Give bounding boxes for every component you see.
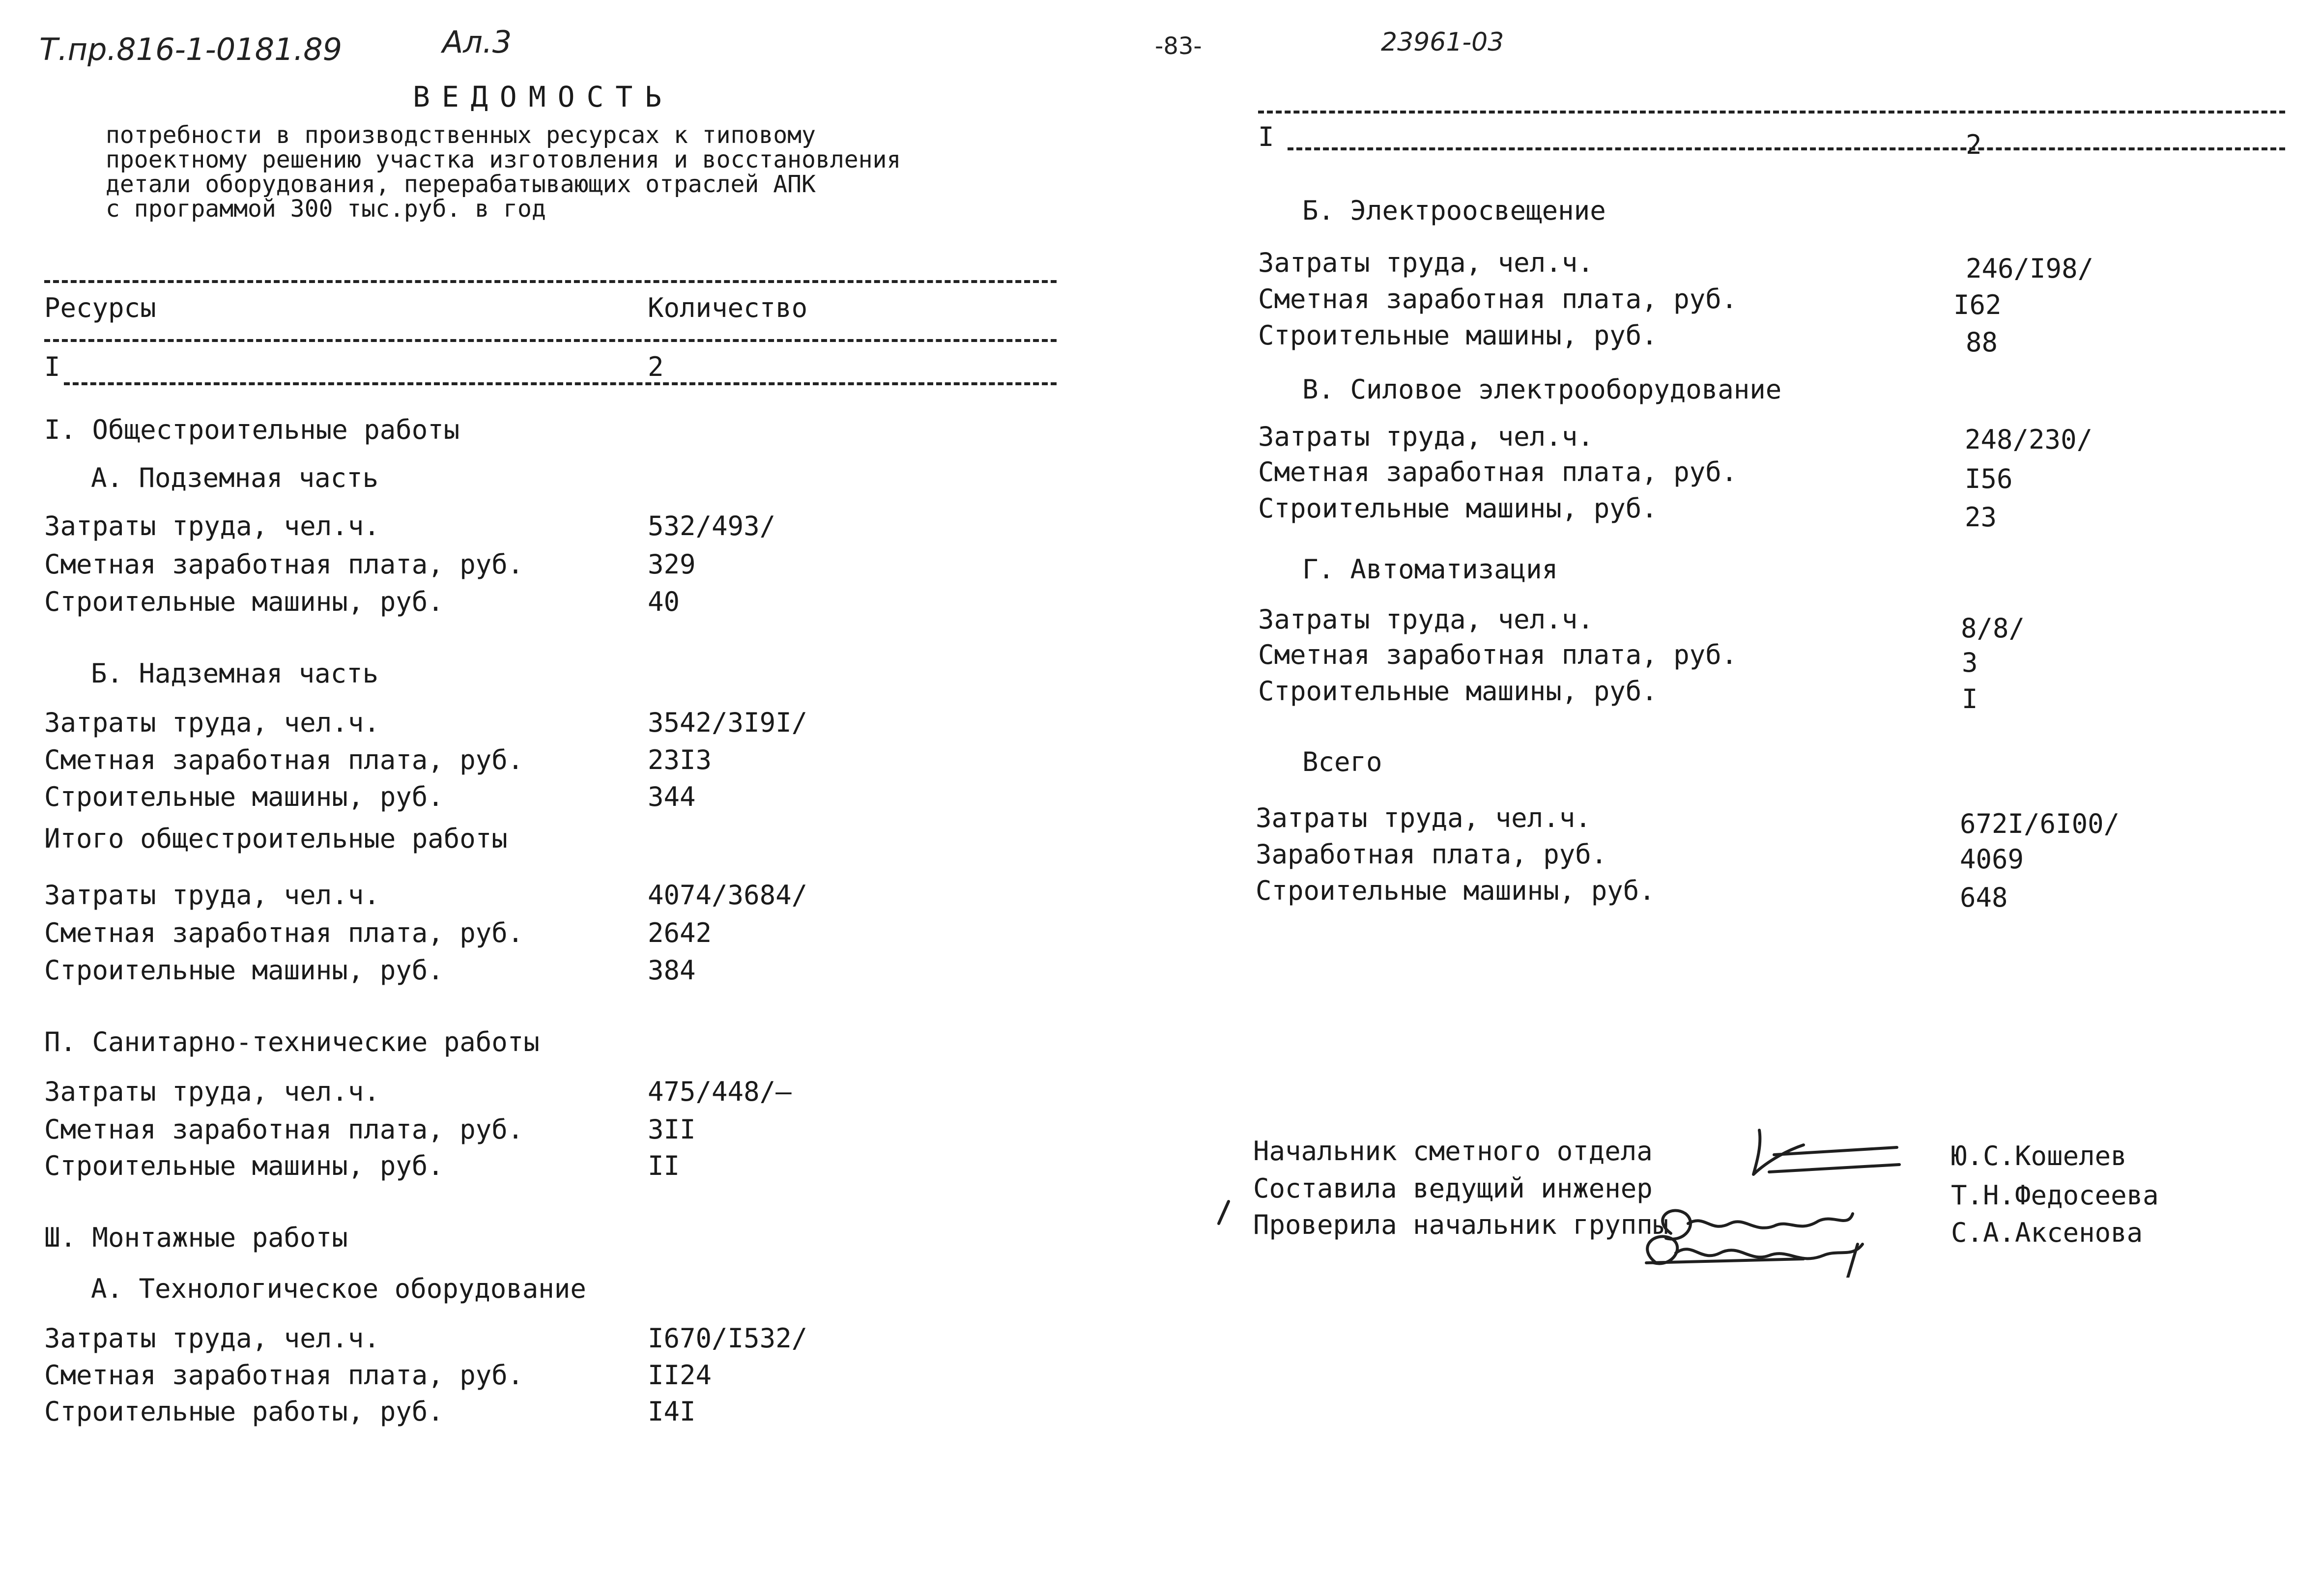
resource-label: Строительные машины, руб.: [44, 586, 444, 617]
album-mark: Ал.3: [442, 24, 512, 60]
resource-label: Сметная заработная плата, руб.: [1258, 639, 1738, 670]
resource-value: I4I: [648, 1396, 696, 1427]
section-title: Ш. Монтажные работы: [44, 1222, 348, 1253]
signatory-role: Начальник сметного отдела: [1253, 1136, 1653, 1167]
resource-label: Строительные машины, руб.: [44, 781, 444, 812]
resource-value: 8/8/: [1961, 613, 2025, 644]
resource-label: Строительные работы, руб.: [44, 1396, 444, 1427]
resource-label: Затраты труда, чел.ч.: [1258, 604, 1594, 635]
resource-value: 4069: [1960, 844, 2024, 875]
column-number-2: 2: [1966, 129, 1982, 160]
intro-line: с программой 300 тыс.руб. в год: [106, 195, 546, 223]
subsection-title: Г. Автоматизация: [1302, 554, 1558, 585]
resource-value: 248/230/: [1965, 424, 2093, 455]
resource-label: Сметная заработная плата, руб.: [44, 1114, 524, 1145]
resource-value: I: [1962, 684, 1978, 714]
resource-label: Затраты труда, чел.ч.: [44, 1323, 380, 1354]
signature-stroke: [1646, 1236, 1863, 1278]
table-rule: [64, 382, 1057, 385]
resource-value: 23: [1965, 502, 1997, 533]
subsection-title: В. Силовое электрооборудование: [1302, 374, 1782, 405]
resource-label: Строительные машины, руб.: [1258, 320, 1658, 351]
resource-value: 4074/3684/: [648, 880, 808, 911]
table-rule: [1258, 111, 2285, 114]
column-number-1: I: [44, 351, 60, 382]
resource-label: Сметная заработная плата, руб.: [44, 744, 524, 775]
resource-value: 246/I98/: [1966, 253, 2094, 284]
resource-value: 344: [648, 781, 696, 812]
resource-value: 532/493/: [648, 511, 776, 542]
resource-label: Сметная заработная плата, руб.: [44, 549, 524, 580]
subsection-title: А. Технологическое оборудование: [91, 1273, 586, 1304]
column-header-resources: Ресурсы: [44, 292, 156, 323]
resource-label: Заработная плата, руб.: [1256, 839, 1607, 870]
subsection-title: Итого общестроительные работы: [44, 823, 508, 854]
signatory-name: Ю.С.Кошелев: [1951, 1140, 2127, 1171]
resource-label: Строительные машины, руб.: [44, 955, 444, 986]
resource-label: Строительные машины, руб.: [44, 1150, 444, 1181]
subsection-title: Б. Надземная часть: [91, 658, 379, 689]
resource-value: 88: [1966, 327, 1998, 358]
handwritten-signatures: [1214, 1115, 1931, 1278]
resource-value: I670/I532/: [648, 1323, 808, 1354]
resource-label: Сметная заработная плата, руб.: [44, 917, 524, 948]
resource-value: 23I3: [648, 744, 712, 775]
resource-label: Затраты труда, чел.ч.: [44, 880, 380, 911]
resource-label: Затраты труда, чел.ч.: [44, 707, 380, 738]
signatory-name: С.А.Аксенова: [1951, 1217, 2143, 1248]
subsection-title: А. Подземная часть: [91, 462, 379, 493]
resource-label: Строительные машины, руб.: [1256, 875, 1655, 906]
subsection-title: Б. Электроосвещение: [1302, 195, 1606, 226]
subsection-title: Всего: [1302, 746, 1382, 777]
resource-value: II: [648, 1150, 680, 1181]
resource-label: Сметная заработная плата, руб.: [1258, 284, 1738, 314]
resource-value: 648: [1960, 882, 2008, 913]
section-title: П. Санитарно-технические работы: [44, 1026, 540, 1057]
table-rule: [1288, 147, 2285, 150]
resource-value: 3542/3I9I/: [648, 707, 808, 738]
section-title: I. Общестроительные работы: [44, 414, 460, 445]
resource-value: 3II: [648, 1114, 696, 1145]
resource-value: 40: [648, 586, 680, 617]
signatory-role: Проверила начальник группы: [1253, 1209, 1669, 1240]
resource-label: Затраты труда, чел.ч.: [44, 1076, 380, 1107]
page-title: ВЕДОМОСТЬ: [413, 80, 674, 114]
resource-value: 3: [1962, 647, 1978, 678]
resource-value: 672I/6I00/: [1960, 808, 2120, 839]
resource-value: 329: [648, 549, 696, 580]
resource-value: I62: [1953, 289, 2002, 320]
resource-value: 475/448/–: [648, 1076, 792, 1107]
signature-stroke: [1663, 1211, 1853, 1239]
resource-value: I56: [1965, 463, 2013, 494]
page-number: -83-: [1155, 32, 1202, 60]
table-rule: [44, 280, 1057, 283]
resource-value: 2642: [648, 917, 712, 948]
signature-stroke: [1753, 1130, 1899, 1174]
table-rule: [44, 339, 1057, 342]
column-header-quantity: Количество: [648, 292, 808, 323]
intro-text: [106, 123, 901, 221]
intro-line: потребности в производственных ресурсах к типовому: [106, 121, 816, 149]
resource-label: Затраты труда, чел.ч.: [1258, 421, 1594, 452]
signatory-role: Составила ведущий инженер: [1253, 1173, 1653, 1204]
resource-value: II24: [648, 1360, 712, 1391]
column-number-2: 2: [648, 351, 664, 382]
doc-code: Т.пр.816-1-0181.89: [39, 31, 343, 67]
intro-line: детали оборудования, перерабатывающих отраслей АПК: [106, 171, 816, 198]
resource-value: 384: [648, 955, 696, 986]
resource-label: Сметная заработная плата, руб.: [44, 1360, 524, 1391]
mark-stroke: [1219, 1201, 1229, 1224]
resource-label: Сметная заработная плата, руб.: [1258, 456, 1738, 487]
resource-label: Затраты труда, чел.ч.: [1256, 802, 1591, 833]
resource-label: Затраты труда, чел.ч.: [44, 511, 380, 542]
column-number-1: I: [1258, 121, 1274, 152]
archive-number: 23961-03: [1381, 28, 1504, 57]
resource-label: Строительные машины, руб.: [1258, 493, 1658, 524]
resource-label: Затраты труда, чел.ч.: [1258, 247, 1594, 278]
resource-label: Строительные машины, руб.: [1258, 676, 1658, 707]
signatory-name: Т.Н.Федосеева: [1951, 1180, 2159, 1211]
intro-line: проектному решению участка изготовления и восстановления: [106, 146, 901, 173]
